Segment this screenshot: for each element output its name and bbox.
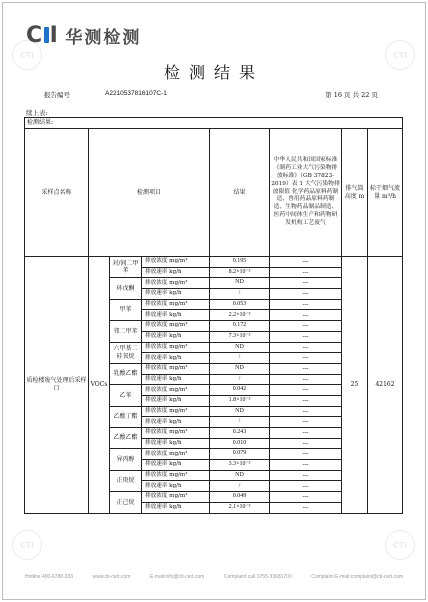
watermark-icon: CTI [385,40,415,70]
limit-value: --- [270,321,342,332]
parameter-name: 排放浓度 mg/m³ [142,257,210,268]
watermark-icon: CTI [385,530,415,560]
result-value: 0.010 [210,438,270,449]
limit-value: --- [270,289,342,300]
compound-name: 对/间二甲苯 [110,257,142,278]
flow-rate-value: 42162 [368,257,403,514]
limit-value: --- [270,299,342,310]
parameter-name: 排放速率 kg/h [142,502,210,513]
parameter-name: 排放速率 kg/h [142,417,210,428]
header-result: 结果 [210,129,270,257]
footer-complaint-call: Complaint call 0755-33681700 [223,574,292,580]
logo-t-icon [44,27,49,43]
voc-group-label: VOCs [89,257,110,514]
footer [0,574,428,580]
parameter-name: 排放浓度 mg/m³ [142,406,210,417]
compound-name: 正庚烷 [110,470,142,491]
limit-value: --- [270,417,342,428]
parameter-name: 排放速率 kg/h [142,374,210,385]
parameter-name: 排放浓度 mg/m³ [142,342,210,353]
parameter-name: 排放浓度 mg/m³ [142,492,210,503]
result-value: 0.042 [210,385,270,396]
header-item: 检测项目 [89,129,210,257]
parameter-name: 排放速率 kg/h [142,395,210,406]
result-value: 0.172 [210,321,270,332]
compound-name: 正己烷 [110,492,142,513]
continued-label: 续上表: [26,109,48,117]
limit-value: --- [270,406,342,417]
result-value: 0.195 [210,257,270,268]
compound-name: 六甲基二硅氧烷 [110,342,142,363]
result-value: 3.3×10⁻³ [210,460,270,471]
parameter-name: 排放浓度 mg/m³ [142,470,210,481]
header-stack-height: 排气筒高度 m [342,129,368,257]
footer-email: E-mail:info@cti-cert.com [149,574,205,580]
result-value: / [210,374,270,385]
compound-name: 乳酸乙酯 [110,363,142,384]
parameter-name: 排放速率 kg/h [142,460,210,471]
parameter-name: 排放浓度 mg/m³ [142,449,210,460]
result-value: / [210,481,270,492]
result-value: 7.3×10⁻³ [210,331,270,342]
result-value: ND [210,363,270,374]
limit-value: --- [270,363,342,374]
table-row [25,257,403,268]
result-value: ND [210,406,270,417]
limit-value: --- [270,257,342,268]
limit-value: --- [270,449,342,460]
compound-name: 乙酸乙酯 [110,428,142,449]
result-value: 8.2×10⁻³ [210,267,270,278]
header-standard: 中华人民共和国国家标准《制药工业大气污染物排放标准》（GB 37823-2019）表 1 大气污染物排放限值 化学药品原料药制造、兽用药品原料药制造、生物药品制品制造、医药中间体生产和药物研发机构工艺废气 [270,129,342,257]
page-info: 第 16 页 共 22 页 [325,91,378,99]
result-value: 0.049 [210,492,270,503]
compound-name: 环戊酮 [110,278,142,299]
sampling-point-name: 质检楼废气处理后采样口 [25,257,89,514]
parameter-name: 排放浓度 mg/m³ [142,428,210,439]
limit-value: --- [270,395,342,406]
parameter-name: 排放速率 kg/h [142,353,210,364]
limit-value: --- [270,481,342,492]
parameter-name: 排放浓度 mg/m³ [142,299,210,310]
report-number: A2210537816107C-1 [105,90,167,97]
limit-value: --- [270,342,342,353]
parameter-name: 排放速率 kg/h [142,331,210,342]
footer-website: www.cti-cert.com [92,574,131,580]
limit-value: --- [270,374,342,385]
result-value: / [210,417,270,428]
limit-value: --- [270,385,342,396]
footer-complaint-email: Complaint E-mail:complaint@cti-cert.com [311,574,403,580]
company-name: 华测检测 [65,27,142,48]
compound-name: 邻二甲苯 [110,321,142,342]
report-number-label: 报告编号 [44,91,70,99]
parameter-name: 排放速率 kg/h [142,310,210,321]
limit-value: --- [270,353,342,364]
results-table [24,117,403,514]
footer-hotline: Hotline 400-6788-333 [25,574,74,580]
parameter-name: 排放速率 kg/h [142,289,210,300]
limit-value: --- [270,470,342,481]
result-value: 2.1×10⁻³ [210,502,270,513]
compound-name: 乙苯 [110,385,142,406]
header-flow-rate: 标干烟气流量 m³/h [368,129,403,257]
result-value: ND [210,342,270,353]
parameter-name: 排放速率 kg/h [142,267,210,278]
parameter-name: 排放浓度 mg/m³ [142,363,210,374]
limit-value: --- [270,460,342,471]
stack-height-value: 25 [342,257,368,514]
page-title: 检测结果 [163,63,264,82]
company-logo [26,22,141,48]
parameter-name: 排放浓度 mg/m³ [142,321,210,332]
result-value: / [210,353,270,364]
limit-value: --- [270,310,342,321]
header-sampling-point: 采样点名称 [25,129,89,257]
limit-value: --- [270,438,342,449]
result-value: 0.053 [210,299,270,310]
result-value: 0.243 [210,428,270,439]
limit-value: --- [270,331,342,342]
result-value: / [210,289,270,300]
compound-name: 甲苯 [110,299,142,320]
compound-name: 乙酸丁酯 [110,406,142,427]
limit-value: --- [270,278,342,289]
result-value: ND [210,470,270,481]
result-value: 1.8×10⁻³ [210,395,270,406]
limit-value: --- [270,492,342,503]
watermark-icon: CTI [12,530,42,560]
result-value: 2.2×10⁻³ [210,310,270,321]
parameter-name: 排放速率 kg/h [142,438,210,449]
parameter-name: 排放浓度 mg/m³ [142,278,210,289]
parameter-name: 排放速率 kg/h [142,481,210,492]
watermark-icon: CTI [12,40,42,70]
compound-name: 异丙醇 [110,449,142,470]
limit-value: --- [270,502,342,513]
limit-value: --- [270,267,342,278]
section-label: 检测结果: [25,118,403,129]
limit-value: --- [270,428,342,439]
result-value: 0.079 [210,449,270,460]
logo-mark: C I [26,22,59,48]
result-value: ND [210,278,270,289]
parameter-name: 排放浓度 mg/m³ [142,385,210,396]
